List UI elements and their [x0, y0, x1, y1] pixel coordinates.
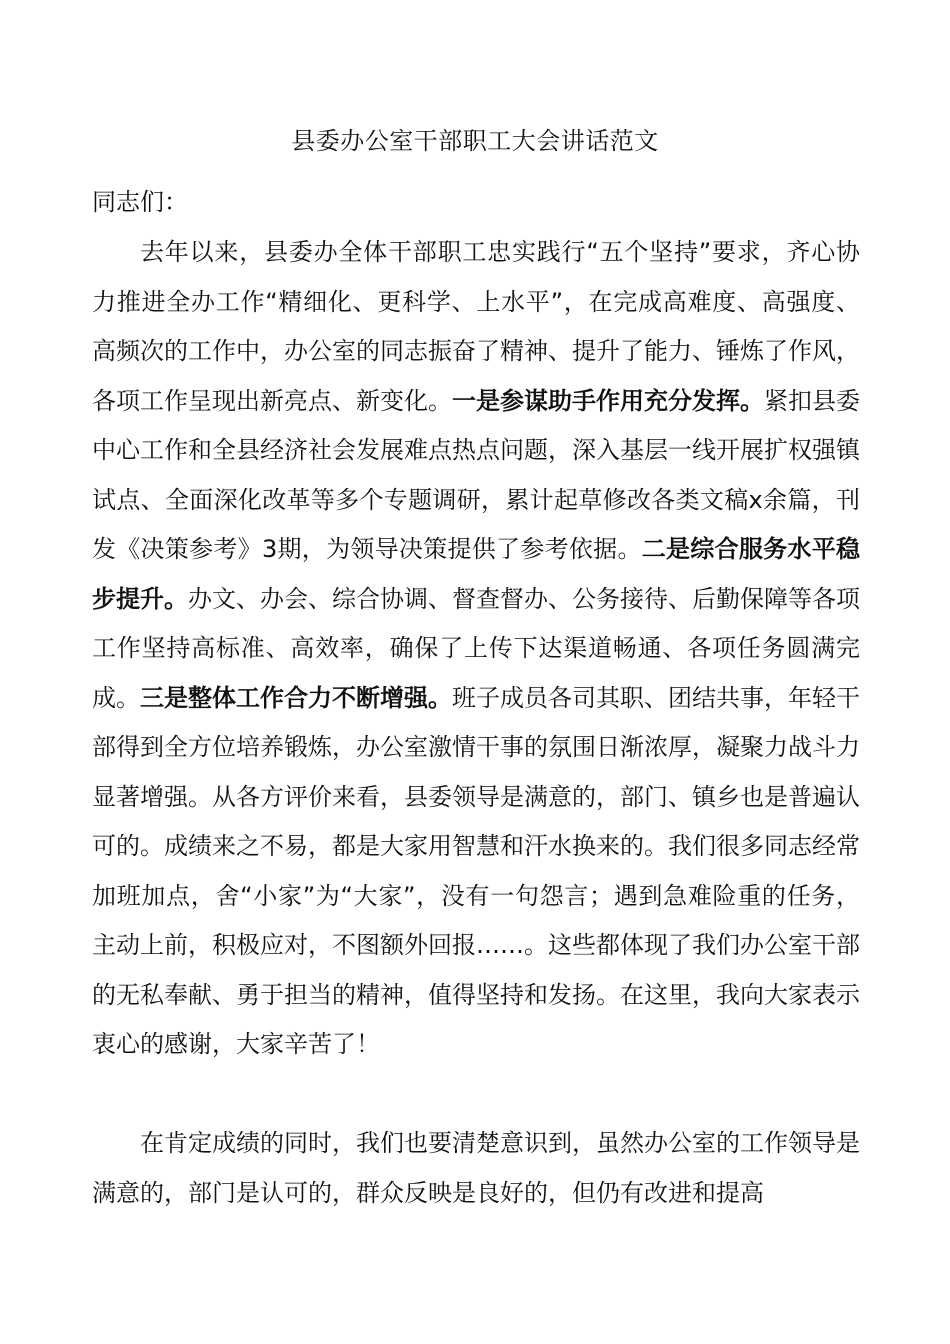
paragraph-1-heading-2: 二是综合服务水平稳步提升。	[92, 535, 860, 613]
paragraph-1-segment-2: 紧扣县委中心工作和全县经济社会发展难点热点问题，深入基层一线开展扩权强镇试点、全面深化改革等多个专题调研，累计起草修改各类文稿x余篇，刊发《决策参考》3期，为领导决策提供了参考依据。	[92, 386, 860, 563]
paragraph-1-segment-3: 办文、办会、综合协调、督查督办、公务接待、后勤保障等各项工作坚持高标准、高效率，确保了上传下达渠道畅通、各项任务圆满完成。	[92, 584, 860, 712]
paragraph-2-segment-1: 在肯定成绩的同时，我们也要清楚意识到，虽然办公室的工作领导是满意的，部门是认可的，群众反映是良好的，但仍有改进和提高	[92, 1129, 860, 1207]
paragraph-1-heading-1: 一是参谋助手作用充分发挥。	[452, 386, 764, 415]
paragraph-1-segment-4: 班子成员各司其职、团结共事，年轻干部得到全方位培养锻炼，办公室激情干事的氛围日渐浓厚，凝聚力战斗力显著增强。从各方评价来看，县委领导是满意的，部门、镇乡也是普遍认可的。成绩来之不易，都是大家用智慧和汗水换来的。我们很多同志经常加班加点，舍“小家”为“大家”，没有一句怨言；遇到急难险重的任务，主动上前，积极应对，不图额外回报……。这些都体现了我们办公室干部的无私奉献、勇于担当的精神，值得坚持和发扬。在这里，我向大家表示衷心的感谢，大家辛苦了！	[92, 683, 860, 1058]
paragraph-1-segment-1: 去年以来，县委办全体干部职工忠实践行“五个坚持”要求，齐心协力推进全办工作“精细化、更科学、上水平”，在完成高难度、高强度、高频次的工作中，办公室的同志振奋了精神、提升了能力、锤炼了作风，各项工作呈现出新亮点、新变化。	[92, 238, 860, 415]
paragraph-2	[92, 1119, 860, 1218]
paragraph-1	[92, 228, 860, 1070]
paragraph-1-heading-3: 三是整体工作合力不断增强。	[140, 683, 452, 712]
document-title: 县委办公室干部职工大会讲话范文	[291, 127, 659, 155]
salutation: 同志们：	[92, 188, 188, 216]
